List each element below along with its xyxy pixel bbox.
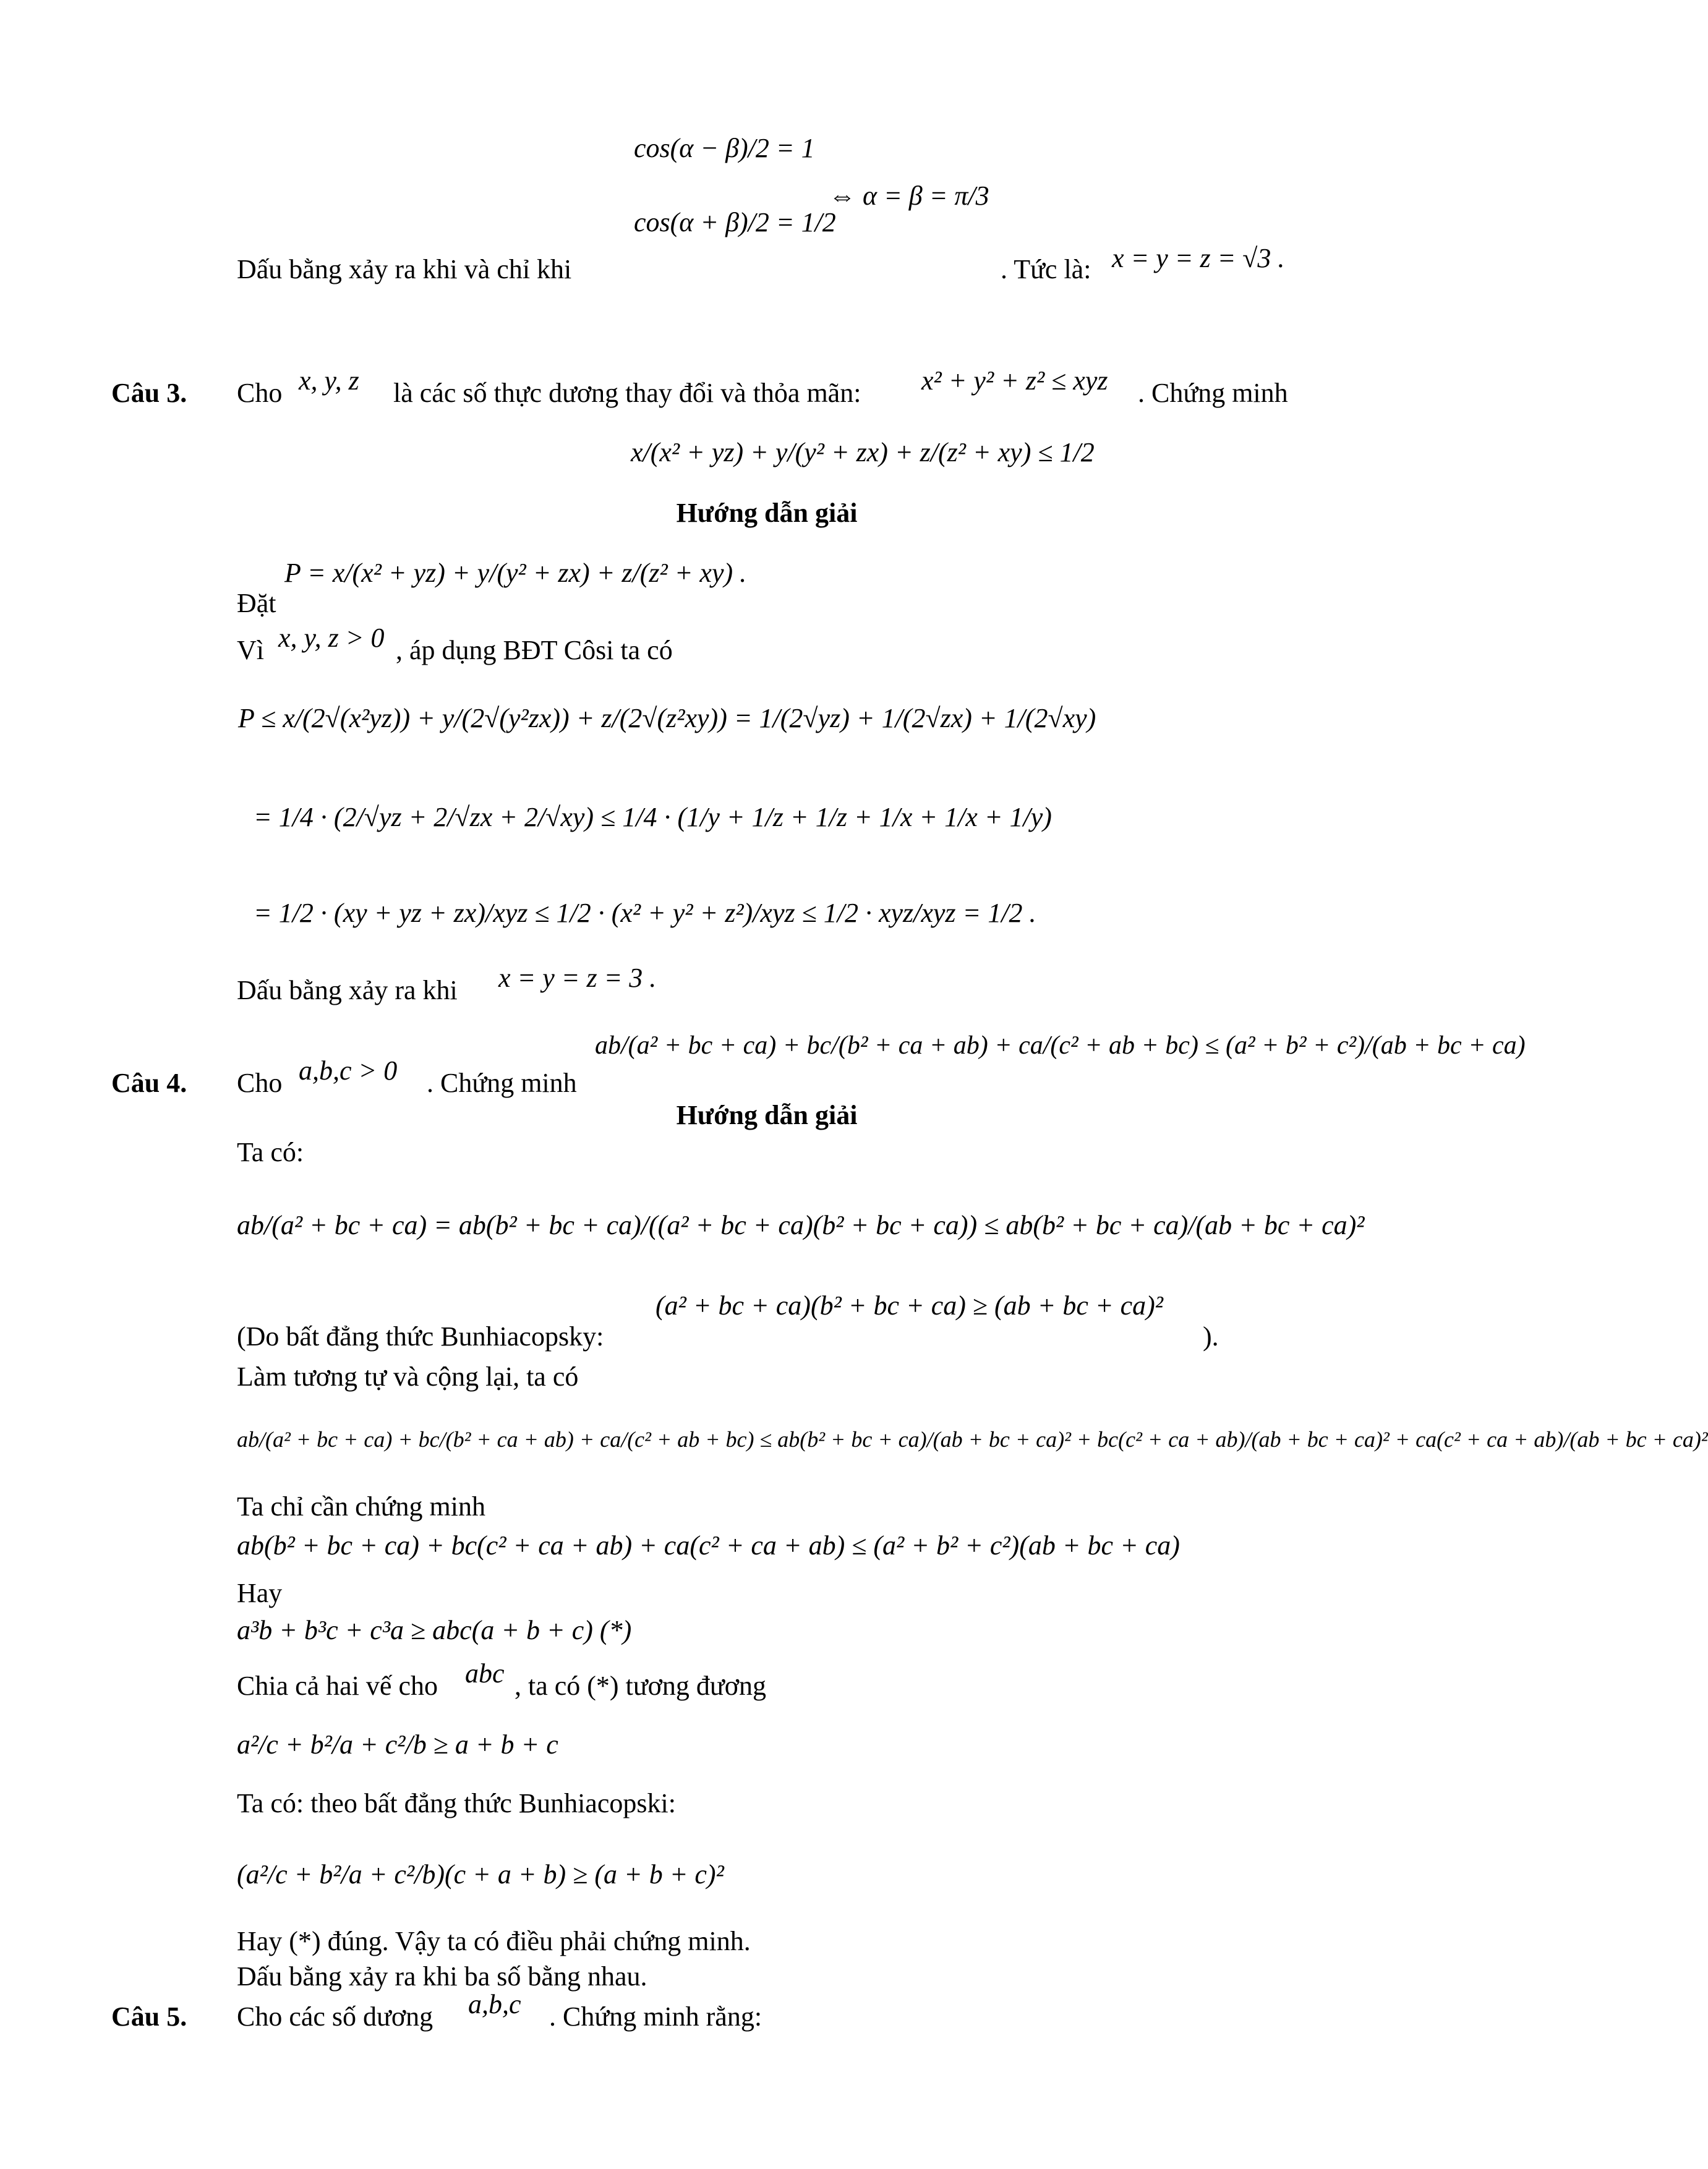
q3-step2: = 1/4 · (2/√yz + 2/√zx + 2/√xy) ≤ 1/4 · (1/y + 1/z + 1/z + 1/x + 1/x + 1/y) xyxy=(254,802,1052,832)
equality-condition-row1: cos(α − β)/2 = 1 xyxy=(634,133,815,163)
q3-intro-cho: Cho xyxy=(237,378,283,408)
q4-divide-var: abc xyxy=(465,1658,505,1689)
q3-set-word: Đặt xyxy=(237,588,276,618)
q3-vars: x, y, z xyxy=(299,365,359,396)
q4-cond: a,b,c > 0 xyxy=(299,1055,398,1086)
q3-since-condition: x, y, z > 0 xyxy=(278,623,385,653)
q4-label: Câu 4. xyxy=(111,1068,187,1098)
q4-divide-text-2: , ta có (*) tương đương xyxy=(515,1671,767,1701)
q3-label: Câu 3. xyxy=(111,378,187,408)
q4-similar-text: Làm tương tự và cộng lại, ta có xyxy=(237,1361,579,1392)
q4-formula-6: (a²/c + b²/a + c²/b)(c + a + b) ≥ (a + b + c)² xyxy=(237,1859,724,1890)
q4-bunha-expr: (a² + bc + ca)(b² + bc + ca) ≥ (ab + bc + ca)² xyxy=(655,1290,1163,1321)
q3-intro-text: là các số thực dương thay đổi và thỏa mãn: xyxy=(393,378,861,408)
q4-solution-heading: Hướng dẫn giải xyxy=(676,1100,858,1130)
q4-intro-prove: . Chứng minh xyxy=(427,1068,577,1098)
q4-ta-co: Ta có: xyxy=(237,1137,304,1167)
equality-text: Dấu bằng xảy ra khi và chỉ khi xyxy=(237,254,572,284)
q3-claim: x/(x² + yz) + y/(y² + zx) + z/(z² + xy) ≤ 1/2 xyxy=(631,437,1095,467)
q3-condition: x² + y² + z² ≤ xyz xyxy=(921,365,1108,396)
q3-p-definition: P = x/(x² + yz) + y/(y² + zx) + z/(z² + xy) . xyxy=(284,558,747,588)
equality-condition-result: ⇔ α = β = π/3 xyxy=(829,181,989,211)
q4-divide-text: Chia cả hai vế cho xyxy=(237,1671,438,1701)
q3-solution-heading: Hướng dẫn giải xyxy=(676,498,858,528)
q4-bunha-close: ). xyxy=(1203,1321,1219,1352)
q4-conclusion: Hay (*) đúng. Vậy ta có điều phải chứng minh. xyxy=(237,1926,751,1956)
q4-need-text: Ta chỉ cần chứng minh xyxy=(237,1491,485,1522)
q4-formula-3: ab(b² + bc + ca) + bc(c² + ca + ab) + ca(c² + ca + ab) ≤ (a² + b² + c²)(ab + bc + ca) xyxy=(237,1530,1180,1561)
q3-equality-expr: x = y = z = 3 . xyxy=(498,963,657,993)
q4-intro-cho: Cho xyxy=(237,1068,283,1098)
q3-since-text: Vì xyxy=(237,635,264,665)
q4-hay-text: Hay xyxy=(237,1578,283,1608)
q4-formula-4: a³b + b³c + c³a ≥ abc(a + b + c) (*) xyxy=(237,1615,632,1645)
ie-expression: x = y = z = √3 . xyxy=(1112,243,1285,273)
q4-theo-text: Ta có: theo bất đẳng thức Bunhiacopski: xyxy=(237,1788,676,1818)
q4-formula-1: ab/(a² + bc + ca) = ab(b² + bc + ca)/((a² + bc + ca)(b² + bc + ca)) ≤ ab(b² + bc + ca)/(ab + bc + ca)² xyxy=(237,1210,1365,1240)
q5-vars: a,b,c xyxy=(468,1989,521,2019)
ie-text: . Tức là: xyxy=(1001,254,1091,284)
q4-bunha-text: (Do bất đẳng thức Bunhiacopsky: xyxy=(237,1321,604,1352)
q3-step1: P ≤ x/(2√(x²yz)) + y/(2√(y²zx)) + z/(2√(z²xy)) = 1/(2√yz) + 1/(2√zx) + 1/(2√xy) xyxy=(238,703,1096,733)
q5-intro-2: . Chứng minh rằng: xyxy=(549,2001,762,2032)
q3-step3: = 1/2 · (xy + yz + zx)/xyz ≤ 1/2 · (x² + y² + z²)/xyz ≤ 1/2 · xyz/xyz = 1/2 . xyxy=(254,898,1036,928)
q3-since-text-2: , áp dụng BĐT Côsi ta có xyxy=(396,635,673,665)
q4-equality: Dấu bằng xảy ra khi ba số bằng nhau. xyxy=(237,1961,647,1992)
q4-claim: ab/(a² + bc + ca) + bc/(b² + ca + ab) + ca/(c² + ab + bc) ≤ (a² + b² + c²)/(ab + bc + ca) xyxy=(595,1031,1526,1060)
q3-equality-text: Dấu bằng xảy ra khi xyxy=(237,975,458,1005)
q4-formula-5: a²/c + b²/a + c²/b ≥ a + b + c xyxy=(237,1729,558,1760)
equality-condition-row2: cos(α + β)/2 = 1/2 xyxy=(634,207,836,237)
q3-intro-prove: . Chứng minh xyxy=(1138,378,1288,408)
q5-label: Câu 5. xyxy=(111,2001,187,2032)
q4-formula-2: ab/(a² + bc + ca) + bc/(b² + ca + ab) + ca/(c² + ab + bc) ≤ ab(b² + bc + ca)/(ab + bc + ca)² + bc(c² + ca + ab)/(ab + bc + ca)² + ca(c² + ca + ab)/(ab + bc + ca)² xyxy=(237,1427,1708,1452)
q5-intro: Cho các số dương xyxy=(237,2001,433,2032)
